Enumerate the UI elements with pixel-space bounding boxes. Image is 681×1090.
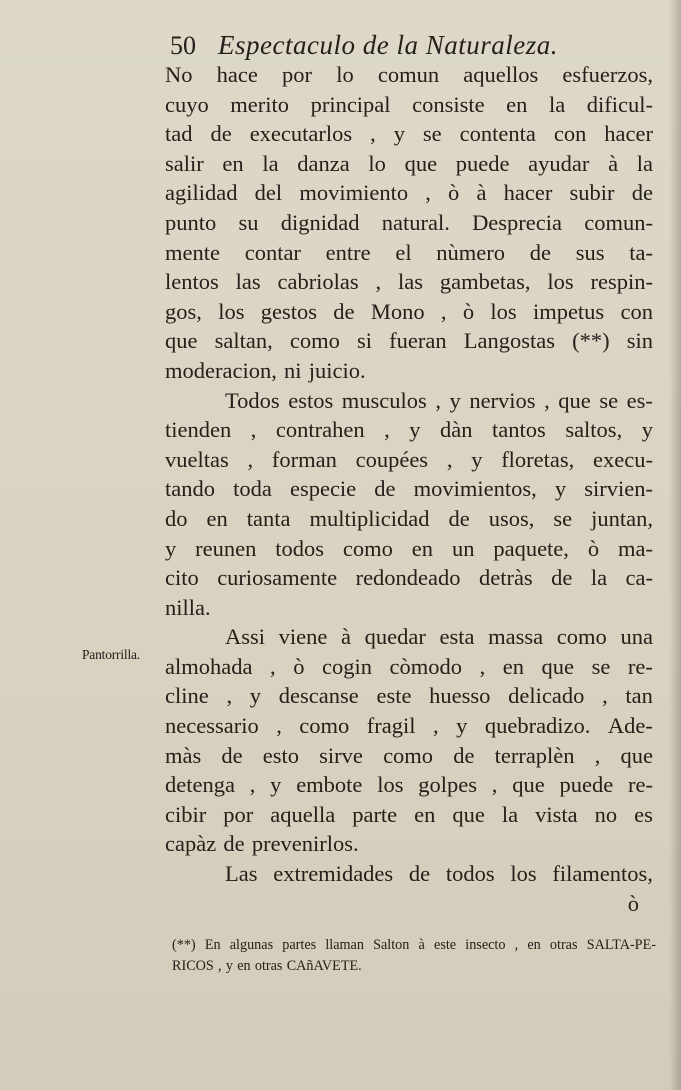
word: y [471,446,483,472]
word: que [404,150,438,176]
word: nùmero [436,239,506,265]
word: todos [445,861,495,887]
word: que [620,742,653,768]
word: este [376,683,412,709]
word: almohada [165,653,253,679]
word: , [433,713,439,739]
footnote-word: insecto [465,937,506,953]
word: las [235,269,261,295]
word: Assi [225,624,266,650]
word: vueltas [165,446,229,472]
word: Ade- [607,713,653,739]
word: que [558,387,591,413]
word: lo [368,150,386,176]
word: terraplèn [494,742,575,768]
word: Langostas [463,328,555,354]
text-line [165,90,653,120]
word: en [502,653,524,679]
word: del [254,180,283,206]
footnote-word: en [527,937,541,953]
word: quedar [364,624,426,650]
word: sirvien- [584,476,653,502]
word: comun- [584,209,653,235]
word: comun [377,62,440,87]
word: de [631,180,653,206]
word: (**) [572,328,610,354]
word: re- [627,772,653,798]
margin-note: Pantorrilla. [82,647,140,662]
word: do [165,505,188,531]
word: las [398,269,424,295]
word: viene [278,624,328,650]
word: los [377,772,404,798]
word: , [226,683,233,709]
word: se [422,121,442,147]
word: curiosamente [217,565,338,591]
word: los [510,861,537,887]
word: punto [165,209,217,235]
text-line [165,297,653,327]
word: , [435,387,441,413]
footnote-word: , [514,937,519,953]
word: ca- [625,565,653,591]
word: por [223,801,254,827]
footnote-word: otras [549,937,578,953]
word: nilla. [165,594,211,620]
text-line [165,593,653,623]
word: ò [293,653,305,679]
word: subir [569,180,615,206]
word: y [554,476,567,502]
body-text [165,60,653,918]
word: saltos, [565,417,623,443]
footnote-word: algunas [229,937,274,953]
text-line [165,178,653,208]
text-line [165,445,653,475]
word: hacer [503,180,553,206]
word: musculos [341,387,427,413]
word: ò [448,180,460,206]
word: de [551,565,573,591]
word: por [282,62,313,87]
word: aquellos [463,62,539,87]
word: , [479,653,486,679]
word: , [250,417,257,443]
word: necessario [165,713,259,739]
footnote-word: RICOS [172,958,214,974]
text-line [165,326,653,356]
word: cibir [165,801,207,827]
word: dignidad [280,209,360,235]
word: , [384,417,390,443]
word: execu- [593,446,653,472]
word: cline [165,683,209,709]
word: con [553,121,587,147]
word: , [491,772,498,798]
word: contrahen [275,417,365,443]
word: quebradizo. [484,713,591,739]
word: usos, [488,505,535,531]
word: cogin [321,653,372,679]
word: , [370,121,376,147]
word: esfuerzos, [562,62,653,87]
word: se [599,387,619,413]
word: à [341,624,352,650]
word: como [289,328,340,354]
word: redondeado [355,565,461,591]
word: re- [627,653,653,679]
word: de [529,239,551,265]
word: agilidad [165,180,238,206]
word: moderacion, [165,357,277,383]
page-number: 50 [170,31,196,60]
footnote-word: SALTA-PE- [586,937,656,953]
word: ò [627,890,639,916]
word: esta [439,624,475,650]
footnote-word: este [434,937,457,953]
word: y [249,683,262,709]
word: sus [575,239,605,265]
word: una [620,624,653,650]
word: ma- [617,535,653,561]
text-line [165,741,653,771]
word: de [221,742,243,768]
word: entre [325,239,371,265]
footnote [172,935,656,977]
word: ò [587,535,600,561]
word: de [448,505,470,531]
word: descanse [278,683,359,709]
word: sin [626,328,653,354]
text-line [165,829,653,859]
word: mente [165,239,220,265]
word: puede [455,150,510,176]
page-edge-shadow [669,0,681,1090]
word: movimientos, [413,476,537,502]
footnote-word: y [225,958,233,974]
word: Mono [370,298,425,324]
word: massa [488,624,544,650]
text-line [165,622,653,652]
text-line [165,415,653,445]
word: la [590,565,608,591]
word: executarlos [249,121,353,147]
text-line [165,652,653,682]
text-line [165,711,653,741]
word: gambetas, [439,269,531,295]
word: la [262,150,279,176]
word: detenga [165,772,235,798]
word: merito [230,91,290,117]
word: en [206,505,228,531]
footnote-line [172,935,656,956]
word: como [383,742,434,768]
word: , [276,713,282,739]
footnote-word: En [204,937,221,953]
word: fragil [366,713,416,739]
word: en [414,801,436,827]
word: movimiento [299,180,409,206]
word: juicio. [308,357,366,383]
word: , [375,269,382,295]
word: se [553,505,573,531]
word: cuyo [165,91,209,117]
word: es [634,801,653,827]
word: puede [559,772,614,798]
word: saltan, [214,328,273,354]
word: en [222,150,244,176]
word: de [210,121,232,147]
word: cabriolas [277,269,359,295]
word: lo [336,62,354,87]
word: como [342,535,393,561]
word: embote [296,772,363,798]
word: , [440,298,447,324]
word: la [548,91,566,117]
footnote-word: llaman [325,937,364,953]
word: , [249,772,256,798]
footnote-word: partes [282,937,317,953]
word: dàn [440,417,473,443]
word: que [512,772,545,798]
text-line [165,770,653,800]
word: , [247,446,254,472]
word: tanta [246,505,291,531]
word: los [490,298,517,324]
word: coupées [355,446,429,472]
word: multiplicidad [309,505,430,531]
word: hace [216,62,258,87]
running-title: Espectaculo de la Naturaleza. [218,30,558,60]
word: como [556,624,607,650]
word: su [238,209,259,235]
word: de [223,831,245,857]
text-line [165,474,653,504]
word: , [446,446,453,472]
word: salir [165,150,204,176]
word: impetus [532,298,605,324]
word: que [452,801,485,827]
word: en [506,91,528,117]
word: los [547,269,574,295]
word: que [541,653,575,679]
footnote-word: (**) [172,937,196,953]
word: golpes [418,772,477,798]
text-line [165,563,653,593]
word: gestos [260,298,317,324]
footnote-word: CAñAVETE. [286,958,362,974]
text-line [165,208,653,238]
footnote-word: Salton [373,937,410,953]
text-line [165,238,653,268]
footnote-word: à [418,937,425,953]
word: toda [233,476,272,502]
word: tantos [492,417,546,443]
word: contenta [459,121,536,147]
word: capàz [165,831,217,857]
word: ò [462,298,475,324]
word: à [476,180,487,206]
word: se [591,653,611,679]
word: todos [275,535,325,561]
text-line [165,800,653,830]
word: estos [288,387,334,413]
word: aquella [270,801,336,827]
text-line [165,681,653,711]
word: juntan, [591,505,653,531]
footnote-word: otras [254,958,283,974]
word: que [165,328,198,354]
word: consiste [412,91,485,117]
word: , [602,683,608,709]
word: danza [297,150,350,176]
word: respin- [590,269,653,295]
word: y [409,417,421,443]
word: , [544,387,550,413]
word: la [636,150,653,176]
word: , [594,742,601,768]
text-line [165,386,653,416]
word: principal [310,91,391,117]
word: No [165,62,193,87]
text-line [165,149,653,179]
word: y [456,713,468,739]
text-line [165,119,653,149]
word: el [395,239,412,265]
word: , [270,653,276,679]
word: natural. [381,209,450,235]
word: de [453,742,475,768]
word: sirve [319,742,363,768]
word: en [411,535,434,561]
word: y [393,121,405,147]
word: , [425,180,431,206]
word: con [620,298,653,324]
word: un [451,535,475,561]
word: parte [352,801,398,827]
word: tando [165,476,215,502]
word: especie [289,476,357,502]
word: fueran [389,328,447,354]
word: nervios [469,387,536,413]
text-line [165,889,653,919]
word: còmodo [389,653,463,679]
word: ayudar [528,150,590,176]
word: dificul- [586,91,653,117]
word: paquete, [493,535,569,561]
word: tan [625,683,653,709]
text-line [165,859,653,889]
word: reunen [195,535,257,561]
word: ta- [629,239,653,265]
word: vista [535,801,578,827]
word: à [608,150,619,176]
word: los [218,298,245,324]
word: forman [271,446,337,472]
word: lentos [165,269,219,295]
text-line [165,504,653,534]
footnote-line [172,956,656,977]
word: y [449,387,461,413]
word: es- [626,387,653,413]
word: prevenirlos. [251,831,359,857]
word: tienden [165,417,232,443]
word: como [299,713,350,739]
word: esto [262,742,300,768]
word: cito [165,565,199,591]
word: si [356,328,372,354]
word: y [165,535,177,561]
word: delicado [508,683,585,709]
word: filamentos, [552,861,653,887]
text-line [165,267,653,297]
word: de [374,476,396,502]
word: la [501,801,519,827]
word: de [333,298,355,324]
text-line [165,356,653,386]
word: gos, [165,298,202,324]
footnote-word: , [218,958,222,974]
word: floretas, [501,446,575,472]
word: Las [225,861,258,887]
word: ni [284,357,302,383]
footnote-word: en [237,958,251,974]
text-line [165,60,653,90]
word: extremidades [273,861,394,887]
word: tad [165,121,193,147]
word: y [270,772,282,798]
word: Todos [225,387,280,413]
word: màs [165,742,202,768]
word: hacer [604,121,653,147]
text-line [165,534,653,564]
word: huesso [429,683,491,709]
word: no [594,801,618,827]
word: de [408,861,431,887]
word: detràs [478,565,533,591]
word: contar [244,239,301,265]
word: y [641,417,653,443]
word: Desprecia [472,209,563,235]
